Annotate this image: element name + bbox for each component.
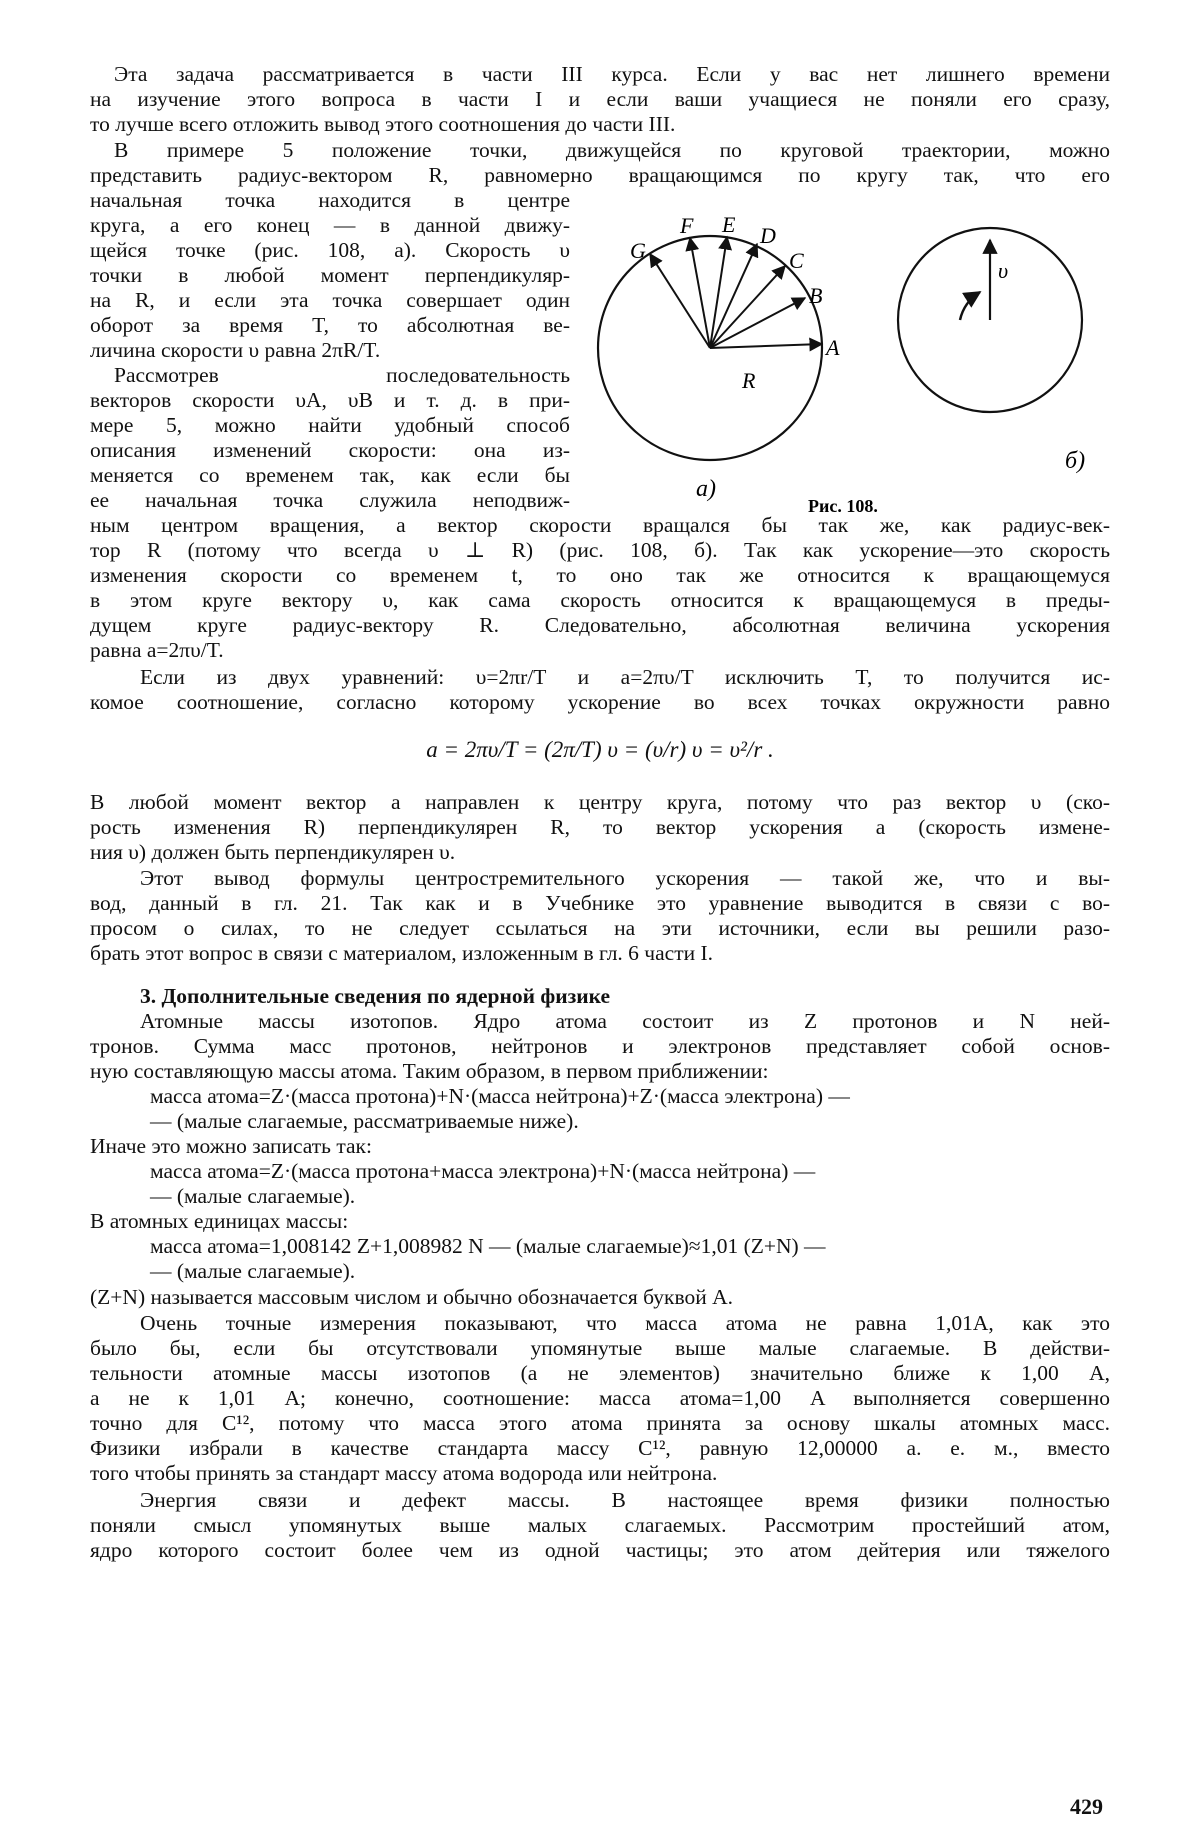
text-line-49: было бы, если бы отсутствовали упомянутые выше малые слагаемые. В действи- (90, 1336, 1110, 1360)
text-line-52: точно для C¹², потому что масса этого атома принята за основу шкалы атомных масс. (90, 1411, 1110, 1435)
text-line-15: мере 5, можно найти удобный способ (90, 413, 570, 437)
text-line-18: ее начальная точка служила неподвиж- (90, 488, 570, 512)
figure-108 (580, 200, 1120, 520)
section-heading: 3. Дополнительные сведения по ядерной физике (140, 984, 1160, 1008)
text-line-04: В примере 5 положение точки, движущейся по круговой траектории, можно (114, 138, 1110, 162)
text-line-42: масса атома=Z·(масса протона+масса электрона)+N·(масса нейтрона) — (150, 1159, 1170, 1183)
rotation-arrow (960, 292, 980, 320)
text-line-50: тельности атомные массы изотопов (а не элементов) значительно ближе к 1,00 A, (90, 1361, 1110, 1385)
text-line-43: — (малые слагаемые). (150, 1184, 1170, 1208)
figure-label-b: б) (1065, 448, 1085, 474)
text-line-45: масса атома=1,008142 Z+1,008982 N — (малые слагаемые)≈1,01 (Z+N) — (150, 1234, 1170, 1258)
label-R: R (741, 368, 756, 393)
text-line-37: тронов. Сумма масс протонов, нейтронов и электронов представляет собой основ- (90, 1034, 1110, 1058)
text-line-53: Физики избрали в качестве стандарта массу C¹², равную 12,00000 а. е. м., вместо (90, 1436, 1110, 1460)
text-line-47: (Z+N) называется массовым числом и обычно обозначается буквой A. (90, 1285, 1110, 1309)
page-number: 429 (1070, 1794, 1103, 1820)
vector-A (710, 344, 822, 348)
text-line-01: Эта задача рассматривается в части III курса. Если у вас нет лишнего времени (114, 62, 1110, 86)
label-F: F (679, 213, 694, 238)
text-line-56: поняли смысл упомянутых выше малых слагаемых. Рассмотрим простейший атом, (90, 1513, 1110, 1537)
formula-centripetal: a = 2πυ/T = (2π/T) υ = (υ/r) υ = υ²/r . (90, 738, 1110, 762)
label-A: A (824, 335, 840, 360)
text-line-38: ную составляющую массы атома. Таким образом, в первом приближении: (90, 1059, 1110, 1083)
label-E: E (721, 212, 736, 237)
text-line-13: Рассмотрев последовательность (114, 363, 570, 387)
text-line-39: масса атома=Z·(масса протона)+N·(масса нейтрона)+Z·(масса электрона) — (150, 1084, 1110, 1108)
text-line-02: на изучение этого вопроса в части I и если ваши учащиеся не поняли его сразу, (90, 87, 1110, 111)
text-line-34: брать этот вопрос в связи с материалом, изложенным в гл. 6 части I. (90, 941, 1110, 965)
text-line-26: комое соотношение, согласно которому ускорение во всех точках окружности равно (90, 690, 1110, 714)
figure-caption: Рис. 108. (808, 496, 878, 516)
text-line-06: начальная точка находится в центре (90, 188, 570, 212)
label-D: D (759, 223, 776, 248)
text-line-10: на R, и если эта точка совершает один (90, 288, 570, 312)
text-line-11: оборот за время T, то абсолютная ве- (90, 313, 570, 337)
text-line-46: — (малые слагаемые). (150, 1259, 1170, 1283)
figure-label-a: а) (696, 476, 716, 502)
text-line-48: Очень точные измерения показывают, что масса атома не равна 1,01A, как это (140, 1311, 1110, 1335)
text-line-09: точки в любой момент перпендикуляр- (90, 263, 570, 287)
text-line-20: тор R (потому что всегда υ ⊥ R) (рис. 108, б). Так как ускорение—это скорость (90, 538, 1110, 562)
text-line-25: Если из двух уравнений: υ=2πr/T и a=2πυ/T исключить T, то получится ис- (140, 665, 1110, 689)
text-line-17: меняется со временем так, как если бы (90, 463, 570, 487)
text-line-14: векторов скорости υA, υB и т. д. в при- (90, 388, 570, 412)
text-line-29: рость изменения R) перпендикулярен R, то вектор ускорения a (скорость измене- (90, 815, 1110, 839)
text-line-22: в этом круге вектору υ, как сама скорость относится к вращающемуся в преды- (90, 588, 1110, 612)
text-line-55: Энергия связи и дефект массы. В настоящее время физики полностью (140, 1488, 1110, 1512)
text-line-44: В атомных единицах массы: (90, 1209, 1110, 1233)
text-line-12: личина скорости υ равна 2πR/T. (90, 338, 570, 362)
vector-B (710, 298, 805, 348)
text-line-33: просом о силах, то не следует ссылаться на эти источники, если вы решили разо- (90, 916, 1110, 940)
text-line-23: дущем круге радиус-вектору R. Следовательно, абсолютная величина ускорения (90, 613, 1110, 637)
text-line-41: Иначе это можно записать так: (90, 1134, 1110, 1158)
text-line-51: а не к 1,01 A; конечно, соотношение: масса атома=1,00 A выполняется совершенно (90, 1386, 1110, 1410)
label-B: B (809, 283, 822, 308)
label-C: C (789, 248, 804, 273)
text-line-05: представить радиус-вектором R, равномерно вращающимся по кругу так, что его (90, 163, 1110, 187)
text-line-24: равна a=2πυ/T. (90, 638, 1110, 662)
text-line-19: ным центром вращения, а вектор скорости вращался бы так же, как радиус-век- (90, 513, 1110, 537)
text-line-40: — (малые слагаемые, рассматриваемые ниже). (150, 1109, 1170, 1133)
text-line-03: то лучше всего отложить вывод этого соотношения до части III. (90, 112, 1110, 136)
text-line-57: ядро которого состоит более чем из одной частицы; это атом дейтерия или тяжелого (90, 1538, 1110, 1562)
label-G: G (630, 238, 646, 263)
label-v: υ (998, 258, 1008, 283)
text-line-28: В любой момент вектор a направлен к центру круга, потому что раз вектор υ (ско- (90, 790, 1110, 814)
text-line-31: Этот вывод формулы центростремительного ускорения — такой же, что и вы- (140, 866, 1110, 890)
text-line-21: изменения скорости со временем t, то оно так же относится к вращающемуся (90, 563, 1110, 587)
text-line-07: круга, а его конец — в данной движу- (90, 213, 570, 237)
text-line-32: вод, данный в гл. 21. Так как и в Учебнике это уравнение выводится в связи с во- (90, 891, 1110, 915)
text-line-16: описания изменений скорости: она из- (90, 438, 570, 462)
text-line-36: Атомные массы изотопов. Ядро атома состоит из Z протонов и N ней- (140, 1009, 1110, 1033)
text-line-54: того чтобы принять за стандарт массу атома водорода или нейтрона. (90, 1461, 1110, 1485)
text-line-30: ния υ) должен быть перпендикулярен υ. (90, 840, 1110, 864)
text-line-08: щейся точке (рис. 108, а). Скорость υ (90, 238, 570, 262)
